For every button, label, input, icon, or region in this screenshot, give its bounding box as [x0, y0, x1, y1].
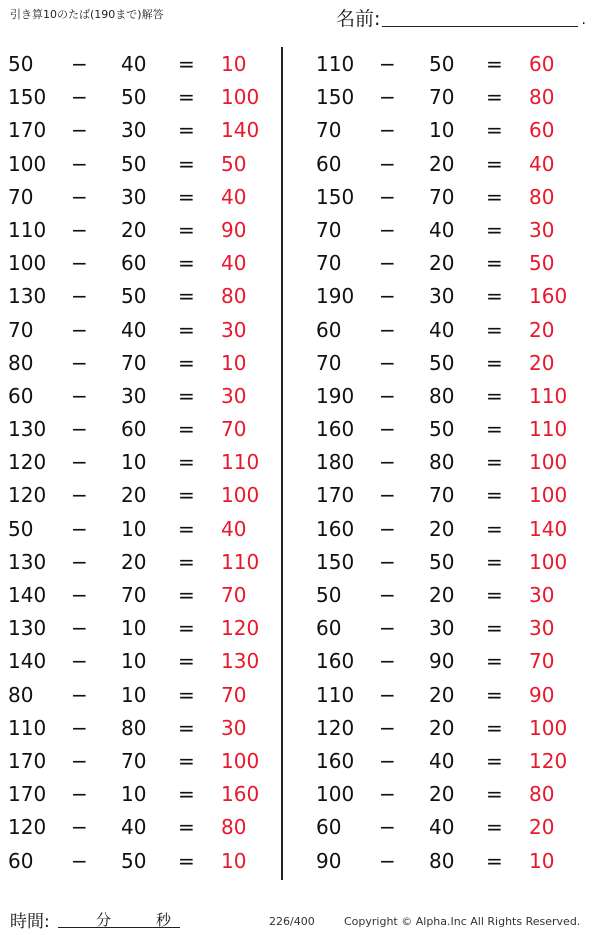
answer: 110 [529, 417, 568, 442]
minus-sign: − [71, 516, 88, 541]
minus-sign: − [379, 284, 396, 309]
answer: 30 [221, 383, 247, 408]
subtrahend: 70 [121, 583, 147, 607]
subtrahend: 50 [121, 151, 147, 176]
subtrahend: 60 [121, 417, 147, 442]
minus-sign: − [379, 748, 396, 773]
minuend: 120 [8, 450, 47, 475]
answer: 120 [221, 616, 260, 641]
minus-sign: − [379, 383, 396, 408]
minuend: 150 [8, 85, 47, 110]
subtrahend: 40 [121, 52, 147, 76]
minuend: 60 [8, 848, 34, 873]
answer: 60 [529, 52, 555, 76]
subtrahend: 30 [121, 118, 147, 143]
minus-sign: − [71, 583, 88, 607]
minuend: 130 [8, 549, 47, 574]
subtrahend: 10 [121, 616, 147, 641]
subtrahend: 40 [121, 815, 147, 840]
minuend: 170 [8, 118, 47, 143]
equals-sign: = [486, 350, 503, 375]
answer: 100 [529, 549, 568, 574]
equals-sign: = [178, 549, 195, 574]
subtrahend: 10 [429, 118, 455, 143]
subtrahend: 20 [429, 151, 455, 176]
subtrahend: 70 [429, 184, 455, 209]
equals-sign: = [178, 848, 195, 873]
answer: 70 [221, 417, 247, 442]
subtrahend: 50 [121, 848, 147, 873]
minus-sign: − [379, 184, 396, 209]
minuend: 190 [316, 284, 355, 309]
minus-sign: − [71, 184, 88, 209]
equals-sign: = [486, 715, 503, 740]
minus-sign: − [71, 649, 88, 674]
minuend: 90 [316, 848, 342, 873]
answer: 70 [221, 583, 247, 607]
equals-sign: = [178, 52, 195, 76]
subtrahend: 10 [121, 782, 147, 807]
answer: 40 [221, 516, 247, 541]
answer: 110 [529, 383, 568, 408]
minuend: 150 [316, 549, 355, 574]
subtrahend: 30 [429, 284, 455, 309]
subtrahend: 20 [429, 682, 455, 707]
subtrahend: 60 [121, 251, 147, 276]
answer: 100 [221, 483, 260, 508]
answer: 80 [221, 815, 247, 840]
equals-sign: = [178, 118, 195, 143]
equals-sign: = [178, 516, 195, 541]
minus-sign: − [379, 549, 396, 574]
minuend: 160 [316, 748, 355, 773]
subtrahend: 20 [429, 516, 455, 541]
answer: 90 [529, 682, 555, 707]
equals-sign: = [486, 417, 503, 442]
equals-sign: = [486, 815, 503, 840]
answer: 30 [529, 616, 555, 641]
equals-sign: = [486, 317, 503, 342]
equals-sign: = [486, 848, 503, 873]
minuend: 60 [316, 151, 342, 176]
minuend: 60 [316, 317, 342, 342]
minuend: 140 [8, 649, 47, 674]
equals-sign: = [486, 549, 503, 574]
minus-sign: − [379, 118, 396, 143]
equals-sign: = [486, 682, 503, 707]
subtrahend: 10 [121, 682, 147, 707]
subtrahend: 40 [429, 748, 455, 773]
minuend: 190 [316, 383, 355, 408]
minus-sign: − [379, 151, 396, 176]
subtrahend: 40 [429, 317, 455, 342]
answer: 100 [221, 748, 260, 773]
minuend: 110 [8, 715, 47, 740]
minuend: 50 [316, 583, 342, 607]
minus-sign: − [379, 715, 396, 740]
answer: 80 [529, 85, 555, 110]
equals-sign: = [178, 251, 195, 276]
equals-sign: = [178, 284, 195, 309]
answer: 40 [221, 251, 247, 276]
minus-sign: − [379, 251, 396, 276]
minus-sign: − [71, 217, 88, 242]
subtrahend: 20 [429, 251, 455, 276]
name-field[interactable] [336, 4, 586, 30]
equals-sign: = [178, 417, 195, 442]
subtrahend: 40 [429, 217, 455, 242]
answer: 100 [529, 715, 568, 740]
answer: 100 [529, 483, 568, 508]
answer: 10 [529, 848, 555, 873]
minuend: 170 [8, 748, 47, 773]
equals-sign: = [178, 715, 195, 740]
equals-sign: = [178, 217, 195, 242]
equals-sign: = [486, 184, 503, 209]
minuend: 100 [8, 151, 47, 176]
answer: 30 [221, 317, 247, 342]
answer: 30 [221, 715, 247, 740]
minuend: 70 [8, 184, 34, 209]
subtrahend: 90 [429, 649, 455, 674]
minus-sign: − [71, 450, 88, 475]
minuend: 160 [316, 649, 355, 674]
answer: 10 [221, 52, 247, 76]
equals-sign: = [178, 450, 195, 475]
equals-sign: = [486, 616, 503, 641]
minus-sign: − [71, 151, 88, 176]
minuend: 120 [8, 815, 47, 840]
subtrahend: 70 [429, 85, 455, 110]
equals-sign: = [486, 251, 503, 276]
subtrahend: 20 [429, 715, 455, 740]
seconds-label: 秒 [156, 911, 172, 929]
minutes-label: 分 [96, 911, 112, 929]
answer: 20 [529, 350, 555, 375]
minus-sign: − [71, 782, 88, 807]
subtrahend: 80 [429, 450, 455, 475]
answer: 30 [529, 583, 555, 607]
answer: 80 [529, 782, 555, 807]
minuend: 130 [8, 417, 47, 442]
minus-sign: − [71, 350, 88, 375]
equals-sign: = [486, 583, 503, 607]
minuend: 120 [8, 483, 47, 508]
equals-sign: = [178, 583, 195, 607]
minus-sign: − [71, 815, 88, 840]
copyright-notice: Copyright © Alpha.Inc All Rights Reserved. [344, 915, 581, 928]
answer: 40 [529, 151, 555, 176]
minuend: 60 [8, 383, 34, 408]
equals-sign: = [486, 450, 503, 475]
equals-sign: = [486, 52, 503, 76]
minus-sign: − [71, 52, 88, 76]
subtrahend: 30 [429, 616, 455, 641]
equals-sign: = [178, 649, 195, 674]
minus-sign: − [71, 118, 88, 143]
minuend: 150 [316, 85, 355, 110]
minus-sign: − [71, 417, 88, 442]
minuend: 70 [8, 317, 34, 342]
minus-sign: − [71, 383, 88, 408]
minuend: 170 [316, 483, 355, 508]
answer: 140 [221, 118, 260, 143]
answer: 80 [529, 184, 555, 209]
subtrahend: 20 [121, 549, 147, 574]
answer: 40 [221, 184, 247, 209]
equals-sign: = [486, 516, 503, 541]
minuend: 70 [316, 350, 342, 375]
subtrahend: 30 [121, 383, 147, 408]
equals-sign: = [178, 151, 195, 176]
equals-sign: = [486, 151, 503, 176]
time-label: 時間: [10, 912, 50, 932]
minus-sign: − [71, 317, 88, 342]
equals-sign: = [486, 217, 503, 242]
minuend: 80 [8, 350, 34, 375]
minus-sign: − [379, 317, 396, 342]
page-number: 226/400 [269, 915, 315, 928]
minuend: 140 [8, 583, 47, 607]
subtrahend: 80 [429, 848, 455, 873]
equals-sign: = [178, 682, 195, 707]
minuend: 170 [8, 782, 47, 807]
minus-sign: − [379, 52, 396, 76]
minuend: 50 [8, 52, 34, 76]
subtrahend: 50 [429, 350, 455, 375]
subtrahend: 70 [121, 350, 147, 375]
minus-sign: − [379, 848, 396, 873]
subtrahend: 10 [121, 450, 147, 475]
subtrahend: 20 [429, 782, 455, 807]
subtrahend: 40 [121, 317, 147, 342]
answer: 110 [221, 450, 260, 475]
answer: 110 [221, 549, 260, 574]
minuend: 70 [316, 251, 342, 276]
subtrahend: 20 [121, 483, 147, 508]
minuend: 100 [8, 251, 47, 276]
answer: 10 [221, 848, 247, 873]
minus-sign: − [379, 815, 396, 840]
minus-sign: − [71, 848, 88, 873]
minus-sign: − [379, 483, 396, 508]
subtrahend: 80 [121, 715, 147, 740]
answer: 100 [221, 85, 260, 110]
subtrahend: 50 [429, 52, 455, 76]
answer: 50 [221, 151, 247, 176]
worksheet-title: 引き算10のたば(190まで)解答 [10, 8, 164, 21]
minus-sign: − [71, 284, 88, 309]
minus-sign: − [379, 217, 396, 242]
minus-sign: − [71, 483, 88, 508]
answer: 70 [529, 649, 555, 674]
minuend: 130 [8, 616, 47, 641]
subtrahend: 70 [429, 483, 455, 508]
subtrahend: 10 [121, 649, 147, 674]
minus-sign: − [71, 549, 88, 574]
answer: 50 [529, 251, 555, 276]
minus-sign: − [379, 350, 396, 375]
equals-sign: = [178, 815, 195, 840]
answer: 90 [221, 217, 247, 242]
minuend: 160 [316, 417, 355, 442]
minus-sign: − [71, 251, 88, 276]
equals-sign: = [178, 616, 195, 641]
name-underline [382, 26, 578, 27]
answer: 70 [221, 682, 247, 707]
subtrahend: 70 [121, 748, 147, 773]
equals-sign: = [178, 748, 195, 773]
answer: 160 [529, 284, 568, 309]
minuend: 60 [316, 815, 342, 840]
equals-sign: = [486, 118, 503, 143]
equals-sign: = [178, 383, 195, 408]
subtrahend: 50 [429, 549, 455, 574]
answer: 100 [529, 450, 568, 475]
equals-sign: = [178, 350, 195, 375]
minus-sign: − [71, 682, 88, 707]
equals-sign: = [178, 782, 195, 807]
answer: 30 [529, 217, 555, 242]
minuend: 110 [316, 52, 355, 76]
minuend: 80 [8, 682, 34, 707]
minus-sign: − [379, 450, 396, 475]
subtrahend: 50 [121, 85, 147, 110]
equals-sign: = [486, 383, 503, 408]
name-label: 名前: [336, 8, 381, 30]
answer: 80 [221, 284, 247, 309]
minuend: 110 [316, 682, 355, 707]
equals-sign: = [178, 317, 195, 342]
equals-sign: = [486, 649, 503, 674]
minus-sign: − [379, 616, 396, 641]
subtrahend: 20 [121, 217, 147, 242]
name-end-mark: . [581, 12, 586, 28]
answer: 120 [529, 748, 568, 773]
subtrahend: 80 [429, 383, 455, 408]
equals-sign: = [486, 85, 503, 110]
answer: 20 [529, 815, 555, 840]
answer: 140 [529, 516, 568, 541]
subtrahend: 50 [121, 284, 147, 309]
answer: 10 [221, 350, 247, 375]
equals-sign: = [486, 748, 503, 773]
minuend: 160 [316, 516, 355, 541]
answer: 20 [529, 317, 555, 342]
subtrahend: 50 [429, 417, 455, 442]
minuend: 70 [316, 217, 342, 242]
subtrahend: 30 [121, 184, 147, 209]
answer: 60 [529, 118, 555, 143]
column-divider [281, 47, 283, 880]
answer: 160 [221, 782, 260, 807]
subtrahend: 10 [121, 516, 147, 541]
subtrahend: 40 [429, 815, 455, 840]
minus-sign: − [379, 516, 396, 541]
minus-sign: − [71, 85, 88, 110]
minuend: 180 [316, 450, 355, 475]
equals-sign: = [178, 85, 195, 110]
equals-sign: = [486, 284, 503, 309]
footer [10, 907, 590, 931]
minus-sign: − [71, 715, 88, 740]
minuend: 110 [8, 217, 47, 242]
equals-sign: = [486, 483, 503, 508]
minuend: 60 [316, 616, 342, 641]
equals-sign: = [178, 184, 195, 209]
minus-sign: − [379, 417, 396, 442]
minus-sign: − [379, 682, 396, 707]
minus-sign: − [71, 748, 88, 773]
minuend: 130 [8, 284, 47, 309]
minus-sign: − [71, 616, 88, 641]
minuend: 50 [8, 516, 34, 541]
subtrahend: 20 [429, 583, 455, 607]
minuend: 150 [316, 184, 355, 209]
equals-sign: = [486, 782, 503, 807]
minuend: 70 [316, 118, 342, 143]
minuend: 120 [316, 715, 355, 740]
answer: 130 [221, 649, 260, 674]
minus-sign: − [379, 782, 396, 807]
minus-sign: − [379, 85, 396, 110]
equals-sign: = [178, 483, 195, 508]
minus-sign: − [379, 583, 396, 607]
minuend: 100 [316, 782, 355, 807]
minus-sign: − [379, 649, 396, 674]
